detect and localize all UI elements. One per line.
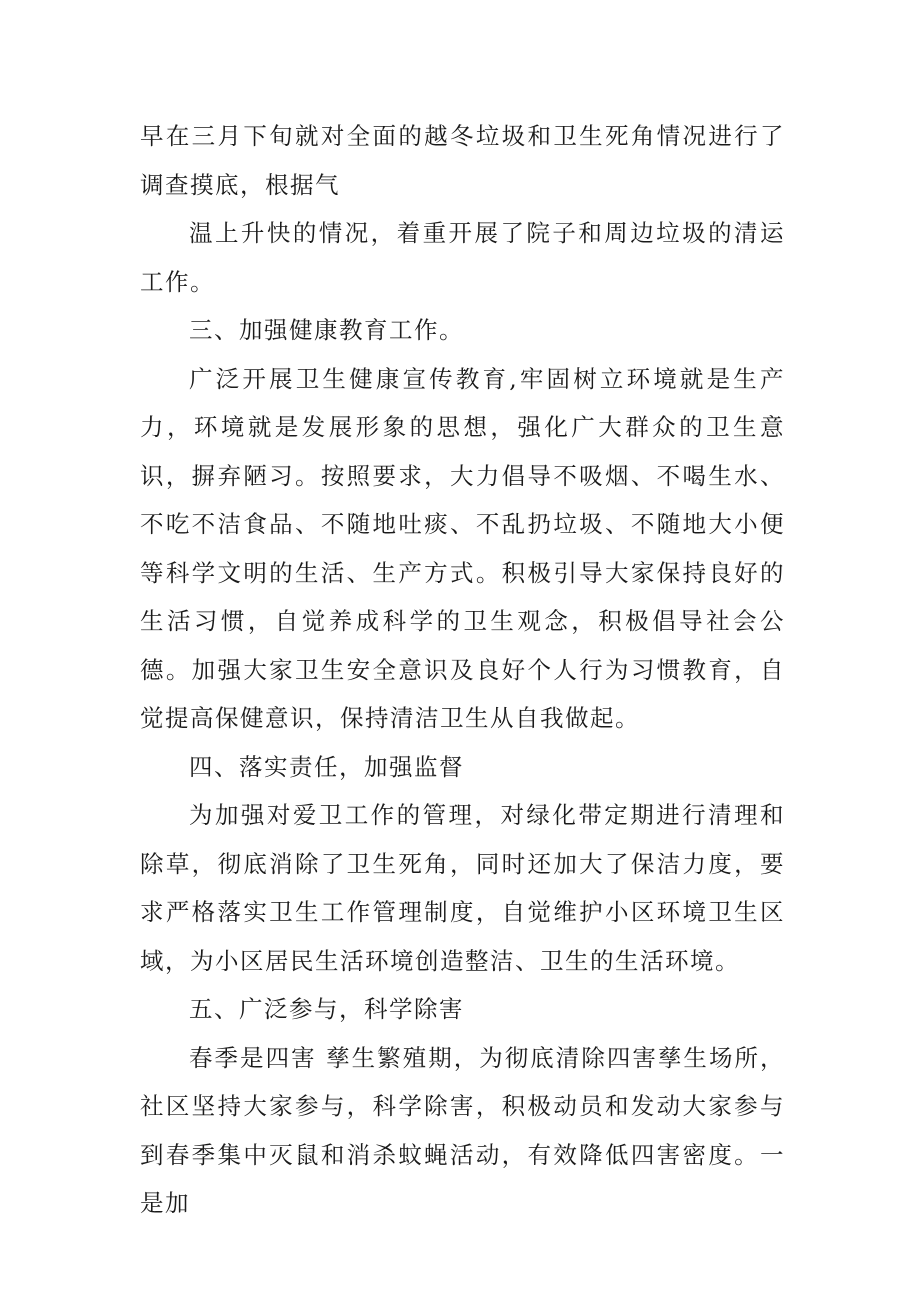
section-heading-pest-control: 五、广泛参与，科学除害	[189, 995, 464, 1023]
paragraph-temperature-cleanup: 温上升快的情况，着重开展了院子和周边垃圾的清运工作。	[140, 219, 785, 296]
paragraph-health-education: 广泛开展卫生健康宣传教育,牢固树立环境就是生产力，环境就是发展形象的思想，强化广大群众的卫生意识，摒弃陋习。按照要求，大力倡导不吸烟、不喝生水、不吃不洁食品、不随地吐痰、不乱扔垃圾、不随地大小便等科学文明的生活、生产方式。积极引导大家保持良好的生活习惯，自觉养成科学的卫生观念，积极倡导社会公德。加强大家卫生安全意识及良好个人行为习惯教育，自觉提高保健意识，保持清洁卫生从自我做起。	[140, 364, 785, 732]
section-heading-responsibility: 四、落实责任，加强监督	[189, 752, 464, 781]
document-body	[140, 112, 785, 1228]
paragraph-responsibility: 为加强对爱卫工作的管理，对绿化带定期进行清理和除草，彻底消除了卫生死角，同时还加大了保洁力度，要求严格落实卫生工作管理制度，自觉维护小区环境卫生区域，为小区居民生活环境创造整洁、卫生的生活环境。	[140, 801, 785, 975]
paragraph-pest-control: 春季是四害 孳生繁殖期，为彻底清除四害孳生场所，社区坚持大家参与，科学除害，积极动员和发动大家参与到春季集中灭鼠和消杀蚊蝇活动，有效降低四害密度。一是加	[140, 1043, 785, 1217]
paragraph-intro-continuation: 早在三月下旬就对全面的越冬垃圾和卫生死角情况进行了调查摸底，根据气	[140, 122, 785, 199]
section-heading-health-education: 三、加强健康教育工作。	[189, 316, 464, 344]
